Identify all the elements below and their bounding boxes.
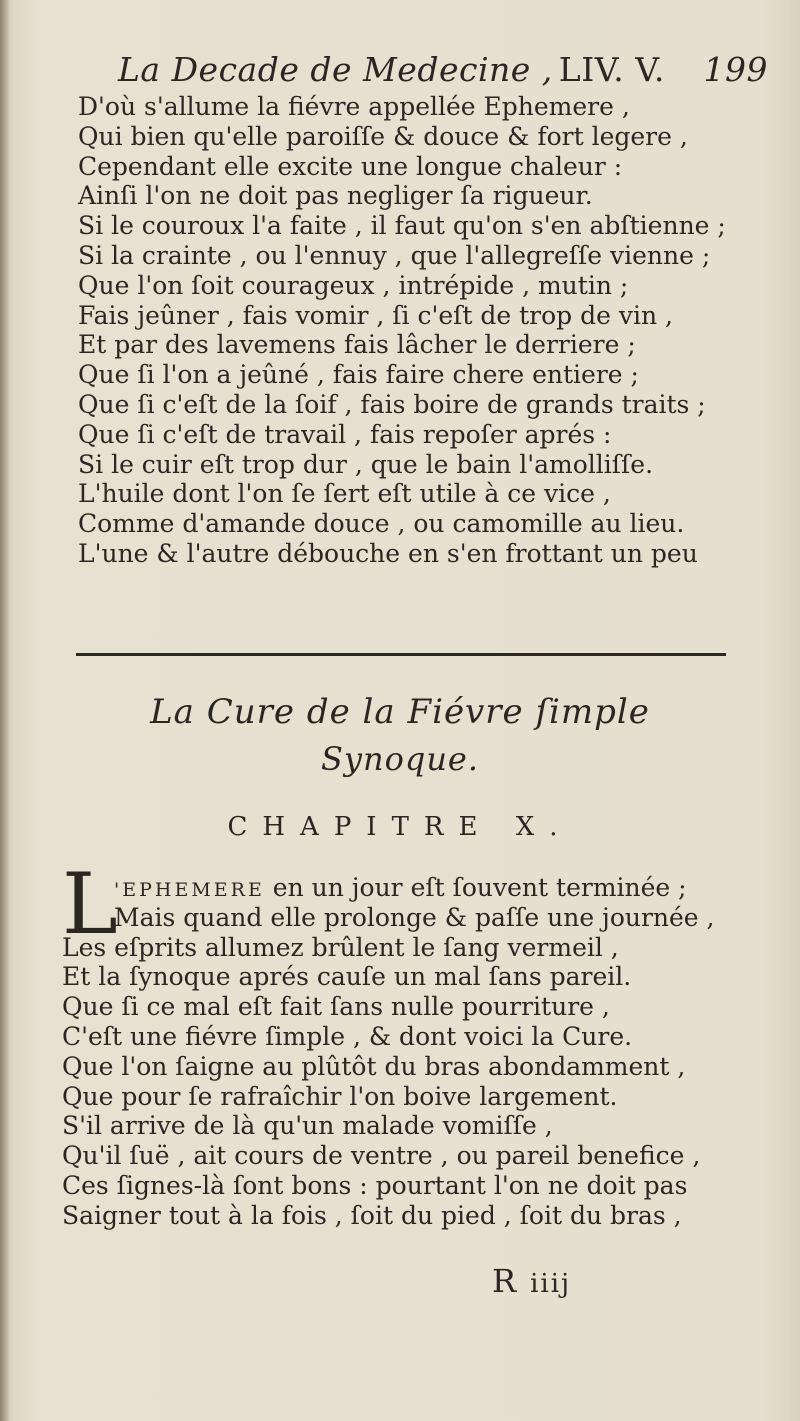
page-number: 199 [703, 50, 768, 89]
verse-line: Que ſi c'eſt de la ſoif , fais boire de grands traits ; [78, 389, 706, 419]
verse-line: Cependant elle excite une longue chaleur : [78, 151, 623, 181]
verse-line: Si le cuir eſt trop dur , que le bain l'amolliſſe. [78, 449, 654, 479]
verse-line: Si la crainte , ou l'ennuy , que l'allegreſſe vienne ; [78, 240, 711, 270]
verse-line: Qui bien qu'elle paroiſſe & douce & fort legere , [78, 121, 688, 151]
verse-line: S'il arrive de là qu'un malade vomiſſe , [62, 1111, 553, 1141]
drop-cap: L [62, 855, 118, 953]
signature-letter: R [492, 1262, 523, 1300]
verse-line: Mais quand elle prolonge & paſſe une journée , [114, 902, 715, 932]
verse-line: Saigner tout à la fois , ſoit du pied , ſoit du bras , [62, 1200, 682, 1230]
chapter-verse-block [62, 873, 722, 1231]
verse-line: Les eſprits allumez brûlent le ſang vermeil , [62, 932, 619, 962]
verse-line: Que l'on ſaigne au plûtôt du bras abondamment , [62, 1051, 686, 1081]
verse-line: Que pour ſe rafraîchir l'on boive largement. [62, 1081, 618, 1111]
section-divider [76, 653, 726, 656]
verse-line: L'huile dont l'on ſe ſert eſt utile à ce vice , [78, 479, 611, 509]
verse-line: Ces ſignes-là ſont bons : pourtant l'on ne doit pas [62, 1170, 688, 1200]
verse-line: C'eſt une fiévre ſimple , & dont voici la Cure. [62, 1021, 633, 1051]
verse-line: Et la ſynoque aprés cauſe un mal ſans pareil. [62, 962, 632, 992]
verse-line: Comme d'amande douce , ou camomille au lieu. [78, 509, 685, 539]
verse-line: Ainſi l'on ne doit pas negliger ſa rigueur. [78, 181, 593, 211]
verse-line: Que ſi c'eſt de travail , fais repoſer aprés : [78, 419, 612, 449]
verse-line: L'une & l'autre débouche en s'en frottant un peu [78, 538, 698, 568]
first-line-rest: en un jour eſt ſouvent terminée ; [264, 873, 687, 902]
running-head-title: La Decade de Medecine , [118, 50, 553, 89]
chapter-heading: CHAPITRE X. [227, 812, 573, 842]
verse-line: Qu'il ſuë , ait cours de ventre , ou pareil benefice , [62, 1141, 701, 1171]
book-number: LIV. V. [558, 50, 665, 89]
verse-line: Que ſi l'on a jeûné , fais faire chere entiere ; [78, 360, 639, 390]
verse-line-first [62, 873, 722, 903]
verse-line: Fais jeûner , fais vomir , ſi c'eſt de trop de vin , [78, 300, 673, 330]
verse-line: Que l'on ſoit courageux , intrépide , mutin ; [78, 270, 629, 300]
verse-line: D'où s'allume la fiévre appellée Ephemere , [78, 92, 630, 121]
verse-line: Si le couroux l'a faite , il faut qu'on s'en abſtienne ; [78, 211, 726, 241]
top-verse-block [78, 92, 738, 569]
verse-line: Que ſi ce mal eſt fait ſans nulle pourriture , [62, 992, 610, 1022]
section-title-continued: Synoque. [320, 740, 480, 778]
section-title: La Cure de la Fiévre ſimple [150, 692, 650, 732]
verse-line: Et par des lavemens fais lâcher le derriere ; [78, 330, 636, 360]
signature-mark [492, 1262, 571, 1300]
first-word: 'EPHEMERE [114, 879, 265, 901]
signature-number: iiij [530, 1269, 572, 1299]
page-binding-edge [0, 0, 10, 1421]
